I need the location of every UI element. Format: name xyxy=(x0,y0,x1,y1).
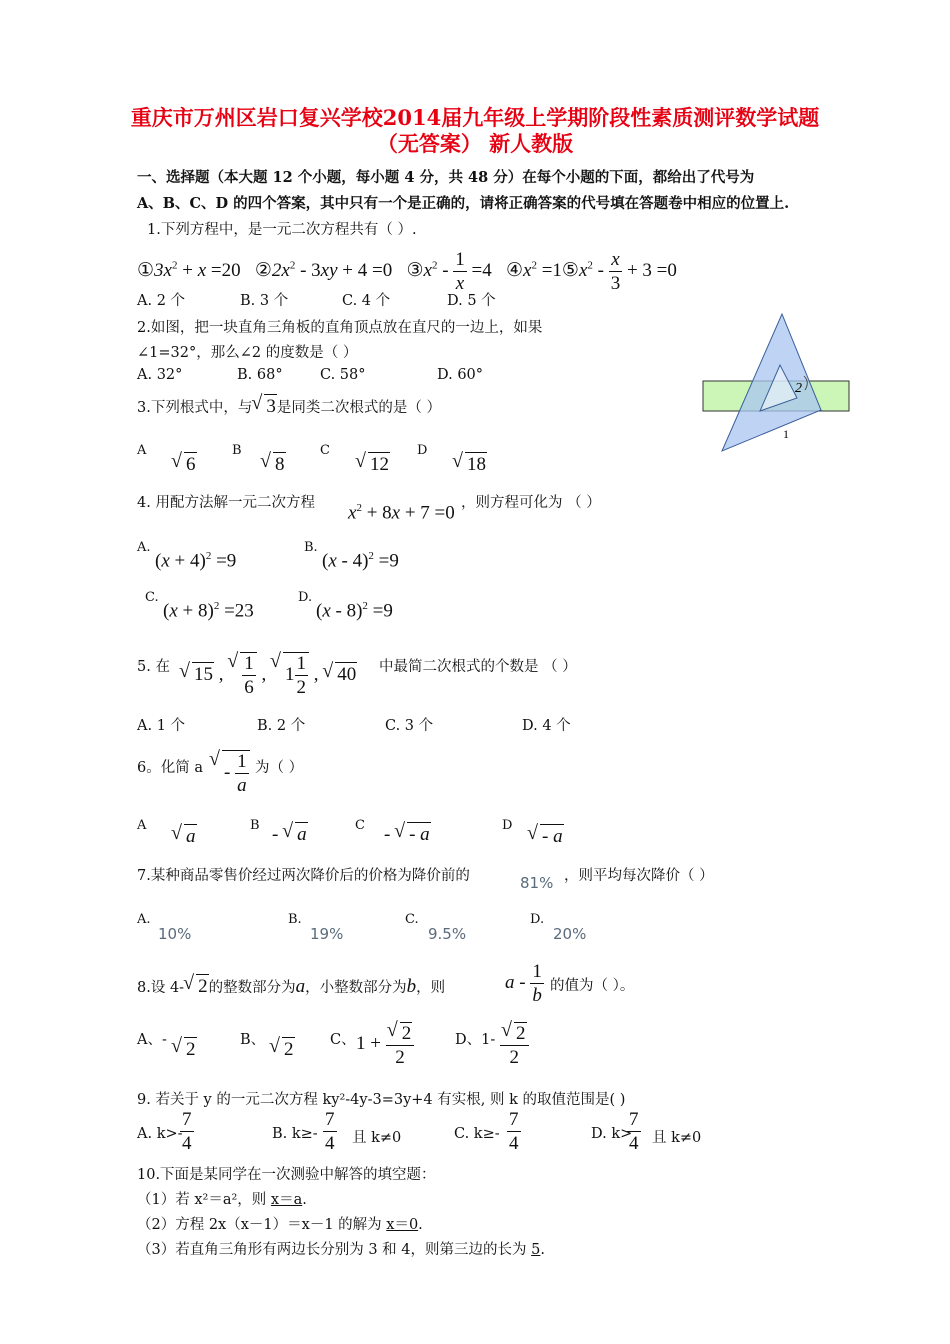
q8-stem-b: 的整数部分为 xyxy=(208,980,296,996)
q6-option-c-expr: - √ - a xyxy=(384,822,431,846)
q7-option-d: D. xyxy=(530,912,545,927)
q2-stem-line2: ∠1=32°，那么∠2 的度数是（ ） xyxy=(137,345,358,361)
q7-option-b: B. xyxy=(288,912,302,927)
q4-option-b-expr: (x - 4)$^2$ =9 xyxy=(322,550,399,572)
q3-radical-d xyxy=(453,452,487,476)
q8-expression: a - $\frac{1}{b}$ xyxy=(505,961,542,1006)
q2-option-b: B. 68° xyxy=(237,367,283,383)
q6-stem-a: 6。化简 a xyxy=(137,760,203,776)
ruler-triangle-figure xyxy=(700,310,860,455)
q4-option-a-expr: $(x + 4)^2 =9$ xyxy=(155,550,237,572)
q10-line2-answer: x＝0 xyxy=(386,1217,419,1233)
q6-option-b: B xyxy=(250,818,260,833)
q2-option-a: A. 32° xyxy=(137,367,183,383)
q3-stem-b: 是同类二次根式的是（ ） xyxy=(276,400,441,416)
q7-option-b-value: 19% xyxy=(310,925,344,943)
angle-label-2: 2 xyxy=(795,381,802,396)
q3-radical-c xyxy=(356,452,390,476)
q8-option-b-expr: √ 2 xyxy=(270,1037,295,1061)
q3-radical-a xyxy=(172,452,197,476)
q4-option-b: B. xyxy=(304,540,318,555)
q10-line1-text: （1）若 x²＝a²，则 xyxy=(137,1192,271,1208)
q9-stem: 9. 若关于 y 的一元二次方程 ky²-4y-3=3y+4 有实根, 则 k 的取值范围是( ) xyxy=(137,1092,626,1108)
q4-equation: $x^2 + 8x + 7 =0$ xyxy=(348,502,455,524)
q1-option-a: A. 2 个 xyxy=(137,293,186,309)
q7-option-d-value: 20% xyxy=(553,925,587,943)
q8-stem-d: ，则 xyxy=(416,980,446,996)
q9-option-c-frac: $\frac{7}{4}$ xyxy=(509,1109,519,1154)
q3-stem-a: 3.下列根式中，与 xyxy=(137,400,253,416)
q6-option-d: D xyxy=(502,818,513,833)
q7-option-c-value: 9.5% xyxy=(428,925,467,943)
q3-option-a: A xyxy=(137,443,147,458)
document-title: 重庆市万州区岩口复兴学校2014届九年级上学期阶段性素质测评数学试题 xyxy=(130,105,820,130)
q7-option-a-value: 10% xyxy=(158,925,192,943)
q8-option-a: A、- xyxy=(137,1032,167,1048)
q1-option-d: D. 5 个 xyxy=(447,293,496,309)
q3-radical-b xyxy=(261,452,286,476)
q5-stem-b: 中最简二次根式的个数是 （ ） xyxy=(379,659,577,675)
q10-line3-text: （3）若直角三角形有两边长分别为 3 和 4，则第三边的长为 xyxy=(137,1242,532,1258)
q3-option-b: B xyxy=(232,443,242,458)
q10-line2-text: （2）方程 2x（x－1）＝x－1 的解为 xyxy=(137,1217,387,1233)
q9-option-d-cond: 且 k≠0 xyxy=(652,1130,702,1146)
q4-option-a: A. xyxy=(137,540,151,555)
q9-option-b-frac: $\frac{7}{4}$ xyxy=(325,1109,335,1154)
q6-option-c: C xyxy=(355,818,365,833)
q7-stem-b: ，则平均每次降价（ ） xyxy=(564,868,714,884)
q8-option-d-expr: √ $\frac{2}{2}$ xyxy=(500,1022,529,1067)
q8-option-c-expr: 1 + √ $\frac{2}{2}$ xyxy=(356,1022,414,1067)
q3-radicand-c: 12 xyxy=(370,454,389,475)
q6-option-b-expr: - √ a xyxy=(272,822,308,846)
q9-option-b: B. k≥- xyxy=(272,1126,318,1142)
q4-stem-b: ，则方程可化为 （ ） xyxy=(461,495,601,511)
q4-option-d: D. xyxy=(298,590,313,605)
q8-option-d: D、1- xyxy=(455,1032,496,1048)
q3-radicand-a: 6 xyxy=(186,454,196,475)
q9-option-b-cond: 且 k≠0 xyxy=(352,1130,402,1146)
q10-line1: （1）若 x²＝a²，则 x＝a. xyxy=(137,1192,307,1208)
q3-stem: 3.下列根式中，与√ 3是同类二次根式的是（ ） xyxy=(137,394,441,418)
q3-radicand-b: 8 xyxy=(275,454,285,475)
q5-option-c: C. 3 个 xyxy=(385,718,434,734)
q9-option-d: D. k> xyxy=(591,1126,633,1142)
q8-stem-e: 的值为（ ）。 xyxy=(550,978,635,994)
section-header-line1: 一、选择题（本大题 12 个小题，每小题 4 分，共 48 分）在每个小题的下面，都给出了代号为 xyxy=(137,169,755,186)
q10-stem: 10.下面是某同学在一次测验中解答的填空题： xyxy=(137,1167,436,1183)
q9-option-d-frac: $\frac{7}{4}$ xyxy=(629,1109,639,1154)
q10-line3: （3）若直角三角形有两边长分别为 3 和 4，则第三边的长为 5. xyxy=(137,1242,545,1258)
q3-option-c: C xyxy=(320,443,330,458)
q4-stem-a: 4. 用配方法解一元二次方程 xyxy=(137,495,315,511)
q7-option-c: C. xyxy=(405,912,419,927)
q5-option-b: B. 2 个 xyxy=(257,718,306,734)
q4-option-d-expr: (x - 8)$^2$ =9 xyxy=(316,600,393,622)
q7-percentage: 81% xyxy=(520,874,554,892)
q1-option-b: B. 3 个 xyxy=(240,293,289,309)
q6-option-a: A xyxy=(137,818,147,833)
q8-stem-c: ，小整数部分为 xyxy=(305,980,407,996)
q8-option-c: C、 xyxy=(330,1032,356,1048)
q1-option-c: C. 4 个 xyxy=(342,293,391,309)
q8-option-b: B、 xyxy=(240,1032,266,1048)
q10-line3-answer: 5 xyxy=(531,1242,541,1258)
q2-option-d: D. 60° xyxy=(437,367,484,383)
q2-option-c: C. 58° xyxy=(320,367,366,383)
section-header-line2: A、B、C、D 的四个答案，其中只有一个是正确的，请将正确答案的代号填在答题卷中相应的位置上. xyxy=(137,195,790,212)
q3-radicand-d: 18 xyxy=(467,454,486,475)
q10-line2: （2）方程 2x（x－1）＝x－1 的解为 x＝0. xyxy=(137,1217,423,1233)
q7-option-a: A. xyxy=(137,912,151,927)
q6-stem-b: 为（ ） xyxy=(255,760,304,776)
q10-line1-answer: x＝a xyxy=(270,1192,303,1208)
q5-option-d: D. 4 个 xyxy=(522,718,571,734)
q5-stem-a: 5. 在 xyxy=(137,659,170,675)
q1-stem: 1.下列方程中，是一元二次方程共有（ ）. xyxy=(147,222,417,238)
q5-radicals: √ 15 , √ $\frac{1}{6}$ , √ 1 $\frac{1}{2}$ , √ 40 xyxy=(180,652,357,697)
q7-stem-a: 7.某种商品零售价经过两次降价后的价格为降价前的 xyxy=(137,868,470,884)
q1-equations: $①3x^2 + x =20$ $②2x^2 - 3xy + 4 =0$ $③x^2$ - $\frac{1}{x}$ =4 $④x^2$ $=1⑤x^2$ - $\frac{x}{3}$ + 3 =0 xyxy=(137,249,677,294)
q5-option-a: A. 1 个 xyxy=(137,718,186,734)
document-subtitle: （无答案） 新人教版 xyxy=(376,131,574,156)
q3-option-d: D xyxy=(417,443,428,458)
q4-option-c: C. xyxy=(145,590,159,605)
q8-stem: 8.设 4-√ 2的整数部分为a，小整数部分为b，则 xyxy=(137,974,445,998)
q4-option-c-expr: $(x + 8)^2 =23$ xyxy=(163,600,254,622)
angle-label-1: 1 xyxy=(783,427,789,441)
q9-option-c: C. k≥- xyxy=(454,1126,500,1142)
q6-option-a-expr: √ a xyxy=(172,824,197,848)
q2-stem-line1: 2.如图，把一块直角三角板的直角顶点放在直尺的一边上，如果 xyxy=(137,320,543,336)
q8-option-a-expr: √ 2 xyxy=(172,1037,197,1061)
q6-radical: √ - $\frac{1}{a}$ xyxy=(210,750,250,795)
q9-option-a-frac: $\frac{7}{4}$ xyxy=(182,1109,192,1154)
q8-stem-a: 8.设 4- xyxy=(137,980,185,996)
q9-option-a: A. k>- xyxy=(137,1126,183,1142)
q6-option-d-expr: √ - a xyxy=(528,824,564,848)
